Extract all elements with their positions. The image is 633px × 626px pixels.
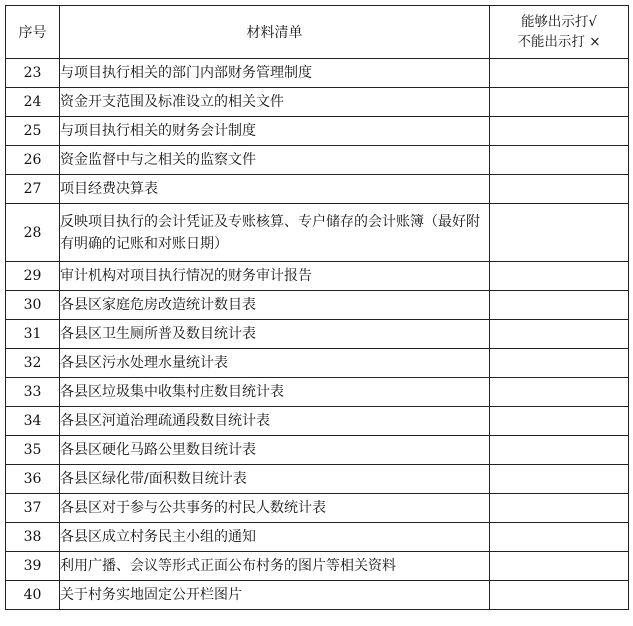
- row-serial-number: 25: [6, 117, 60, 146]
- header-serial-number: 序号: [6, 6, 60, 59]
- row-serial-number: 31: [6, 320, 60, 349]
- row-mark-cell[interactable]: [490, 378, 629, 407]
- row-material-item: 各县区家庭危房改造统计数目表: [60, 291, 490, 320]
- row-material-item: 与项目执行相关的财务会计制度: [60, 117, 490, 146]
- row-material-item: 资金监督中与之相关的监察文件: [60, 146, 490, 175]
- row-serial-number: 35: [6, 436, 60, 465]
- row-mark-cell[interactable]: [490, 320, 629, 349]
- table-row: [6, 552, 629, 581]
- table-row: [6, 175, 629, 204]
- row-serial-number: 24: [6, 88, 60, 117]
- table-row: [6, 465, 629, 494]
- row-material-item: 与项目执行相关的部门内部财务管理制度: [60, 59, 490, 88]
- row-material-item: 各县区对于参与公共事务的村民人数统计表: [60, 494, 490, 523]
- row-mark-cell[interactable]: [490, 175, 629, 204]
- header-material-list: 材料清单: [60, 6, 490, 59]
- table-row: [6, 581, 629, 610]
- table-body: [6, 59, 629, 610]
- row-material-item: 利用广播、会议等形式正面公布村务的图片等相关资料: [60, 552, 490, 581]
- table-row: [6, 523, 629, 552]
- table-row: [6, 59, 629, 88]
- row-material-item: 各县区污水处理水量统计表: [60, 349, 490, 378]
- row-mark-cell[interactable]: [490, 407, 629, 436]
- row-material-item: 关于村务实地固定公开栏图片: [60, 581, 490, 610]
- row-material-item: 资金开支范围及标准设立的相关文件: [60, 88, 490, 117]
- header-can-present-line1: 能够出示打√: [520, 14, 598, 30]
- materials-checklist-table: [5, 5, 629, 610]
- table-row: [6, 436, 629, 465]
- row-serial-number: 29: [6, 262, 60, 291]
- row-serial-number: 40: [6, 581, 60, 610]
- row-mark-cell[interactable]: [490, 146, 629, 175]
- row-material-item: 各县区卫生厕所普及数目统计表: [60, 320, 490, 349]
- row-material-item: 反映项目执行的会计凭证及专账核算、专户储存的会计账簿（最好附有明确的记账和对账日期）: [60, 204, 490, 262]
- row-mark-cell[interactable]: [490, 117, 629, 146]
- table-row: [6, 146, 629, 175]
- row-serial-number: 33: [6, 378, 60, 407]
- table-row: [6, 262, 629, 291]
- row-material-item: 各县区绿化带/面积数目统计表: [60, 465, 490, 494]
- row-material-item: 项目经费决算表: [60, 175, 490, 204]
- row-serial-number: 23: [6, 59, 60, 88]
- row-material-item: 各县区河道治理疏通段数目统计表: [60, 407, 490, 436]
- row-mark-cell[interactable]: [490, 349, 629, 378]
- row-serial-number: 34: [6, 407, 60, 436]
- row-mark-cell[interactable]: [490, 436, 629, 465]
- table-row: [6, 494, 629, 523]
- table-row: [6, 204, 629, 262]
- row-mark-cell[interactable]: [490, 204, 629, 262]
- header-can-present: [490, 6, 629, 59]
- table-row: [6, 88, 629, 117]
- row-mark-cell[interactable]: [490, 88, 629, 117]
- row-mark-cell[interactable]: [490, 523, 629, 552]
- row-mark-cell[interactable]: [490, 291, 629, 320]
- row-mark-cell[interactable]: [490, 494, 629, 523]
- row-material-item: 各县区硬化马路公里数目统计表: [60, 436, 490, 465]
- table-header-row: [6, 6, 629, 59]
- header-can-present-line2: 不能出示打 ×: [517, 34, 601, 50]
- row-material-item: 各县区成立村务民主小组的通知: [60, 523, 490, 552]
- table-row: [6, 349, 629, 378]
- row-serial-number: 32: [6, 349, 60, 378]
- row-serial-number: 30: [6, 291, 60, 320]
- row-material-item: 审计机构对项目执行情况的财务审计报告: [60, 262, 490, 291]
- row-mark-cell[interactable]: [490, 59, 629, 88]
- table-row: [6, 291, 629, 320]
- table-row: [6, 407, 629, 436]
- table-row: [6, 378, 629, 407]
- row-serial-number: 28: [6, 204, 60, 262]
- row-serial-number: 39: [6, 552, 60, 581]
- row-serial-number: 37: [6, 494, 60, 523]
- row-serial-number: 36: [6, 465, 60, 494]
- row-serial-number: 27: [6, 175, 60, 204]
- row-serial-number: 26: [6, 146, 60, 175]
- row-mark-cell[interactable]: [490, 262, 629, 291]
- table-row: [6, 320, 629, 349]
- row-mark-cell[interactable]: [490, 465, 629, 494]
- row-mark-cell[interactable]: [490, 581, 629, 610]
- row-serial-number: 38: [6, 523, 60, 552]
- table-row: [6, 117, 629, 146]
- row-material-item: 各县区垃圾集中收集村庄数目统计表: [60, 378, 490, 407]
- row-mark-cell[interactable]: [490, 552, 629, 581]
